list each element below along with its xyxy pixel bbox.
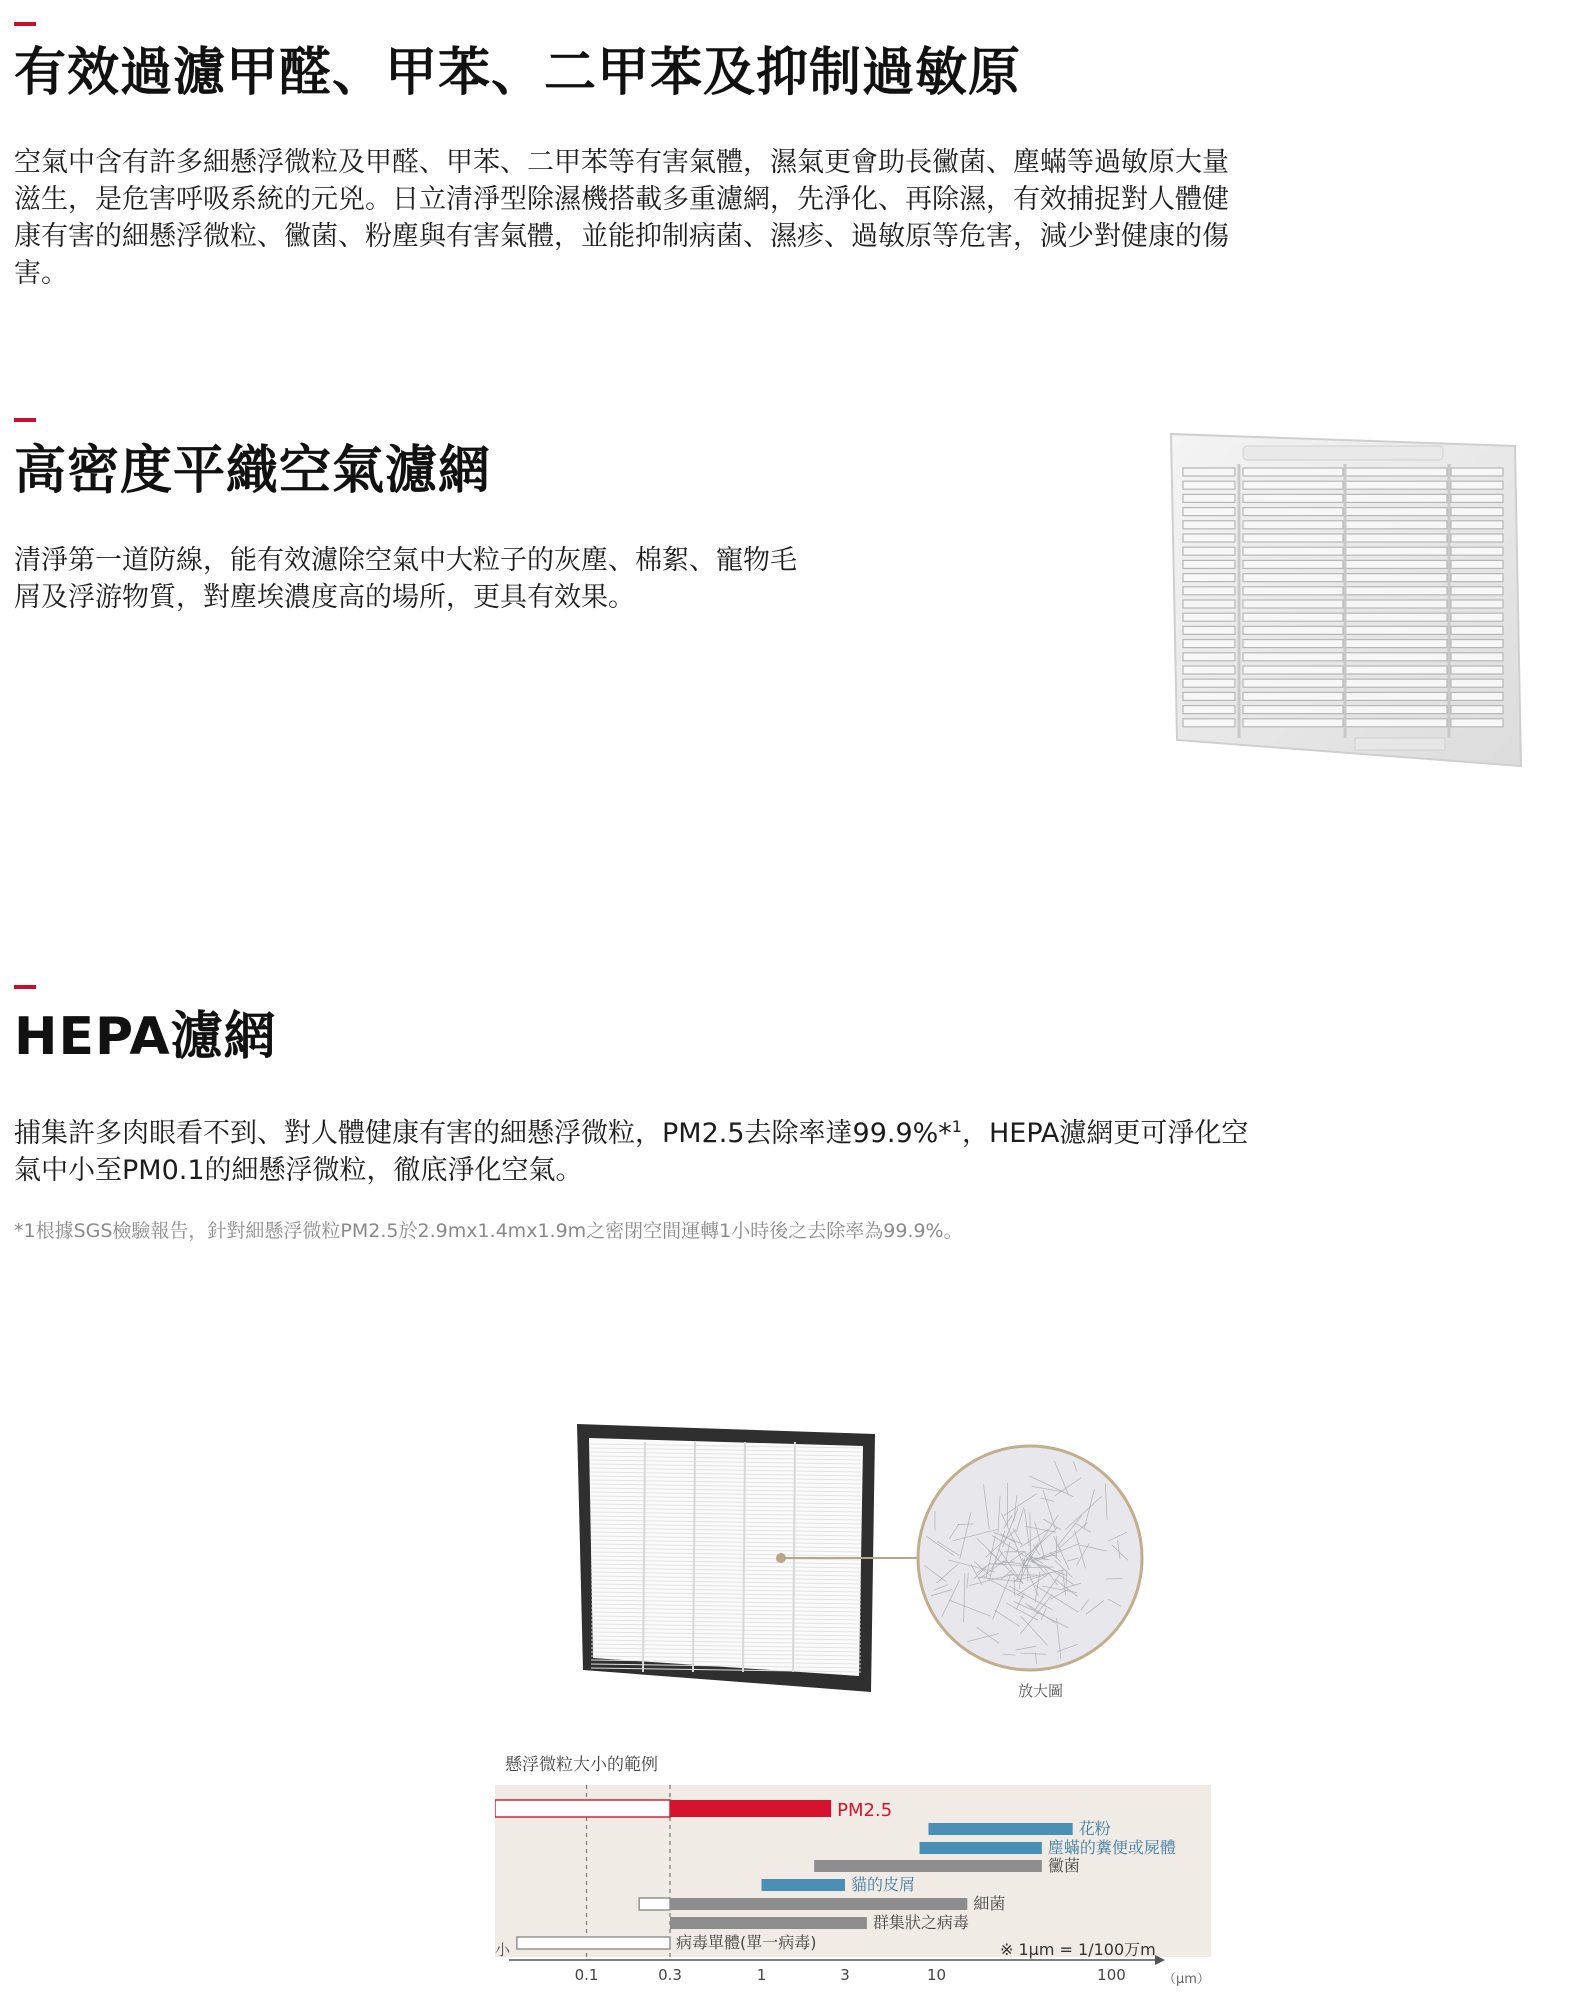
chart-bar-label: 塵蟎的糞便或屍體 bbox=[1047, 1838, 1176, 1857]
body-text: ，HEPA濾網更可淨化空 bbox=[961, 1118, 1249, 1149]
body-line: 清淨第一道防線，能有效濾除空氣中大粒子的灰塵、棉絮、寵物毛 bbox=[14, 545, 797, 576]
zoom-label: 放大圖 bbox=[1018, 1682, 1064, 1700]
x-axis-min-label: 小 bbox=[495, 1941, 511, 1959]
chart-bar bbox=[762, 1879, 845, 1891]
chart-svg bbox=[495, 1775, 1215, 1990]
footnote-marker: 1 bbox=[951, 1117, 962, 1136]
chart-bar-label: 病毒單體(單一病毒) bbox=[676, 1933, 817, 1952]
x-tick-label: 0.3 bbox=[658, 1966, 682, 1984]
chart-bar bbox=[928, 1823, 1072, 1835]
hepa-filter-image bbox=[565, 1410, 1175, 1700]
chart-bar bbox=[670, 1898, 967, 1910]
x-tick-label: 1 bbox=[756, 1966, 767, 1984]
body-line: 氣中小至PM0.1的細懸浮微粒，徹底淨化空氣。 bbox=[14, 1155, 583, 1186]
chart-bar-label: 細菌 bbox=[973, 1894, 1006, 1913]
body-line: 空氣中含有許多細懸浮微粒及甲醛、甲苯、二甲苯等有害氣體，濕氣更會助長黴菌、塵蟎等過敏原大量 bbox=[14, 147, 1229, 178]
section-title-hepa: HEPA濾網 bbox=[14, 1007, 277, 1067]
section-body-mesh-filter bbox=[14, 542, 797, 616]
chart-bar-outline bbox=[517, 1937, 670, 1949]
mesh-filter-image bbox=[1165, 428, 1525, 778]
chart-bar bbox=[814, 1860, 1042, 1872]
chart-bar-label: 貓的皮屑 bbox=[851, 1875, 916, 1894]
chart-bar bbox=[670, 1800, 831, 1817]
section-accent-bar bbox=[14, 22, 36, 26]
section-body-hepa bbox=[14, 1108, 1248, 1189]
section-accent-bar bbox=[14, 418, 36, 422]
x-tick-label: 0.1 bbox=[574, 1966, 599, 1984]
section-title-mesh-filter: 高密度平織空氣濾網 bbox=[14, 441, 492, 501]
chart-bar-label: 花粉 bbox=[1078, 1819, 1111, 1838]
section-title-filter-voc: 有效過濾甲醛、甲苯、二甲苯及抑制過敏原 bbox=[14, 43, 1022, 103]
body-line bbox=[14, 1108, 1248, 1152]
body-line: 滋生，是危害呼吸系統的元兇。日立清淨型除濕機搭載多重濾網，先淨化、再除濕，有效捕捉對人體健 bbox=[14, 184, 1229, 215]
chart-bar-label: PM2.5 bbox=[837, 1800, 893, 1821]
section-body-filter-voc bbox=[14, 144, 1254, 292]
particle-size-chart bbox=[495, 1775, 1215, 1990]
body-line: 害。 bbox=[14, 258, 68, 289]
body-line: 屑及浮游物質，對塵埃濃度高的場所，更具有效果。 bbox=[14, 582, 635, 613]
chart-bar bbox=[670, 1917, 867, 1929]
body-text: 捕集許多肉眼看不到、對人體健康有害的細懸浮微粒，PM2.5去除率達99.9%* bbox=[14, 1118, 952, 1149]
x-axis-unit: （μm） bbox=[1163, 1972, 1210, 1987]
x-tick-label: 10 bbox=[926, 1966, 947, 1984]
chart-note: ※ 1μm = 1/100万m bbox=[1000, 1940, 1156, 1959]
footnote: *1根據SGS檢驗報告，針對細懸浮微粒PM2.5於2.9mx1.4mx1.9m之密閉空間運轉1小時後之去除率為99.9%。 bbox=[14, 1220, 963, 1242]
chart-bar-outline bbox=[495, 1800, 670, 1817]
chart-bar-label: 黴菌 bbox=[1047, 1856, 1080, 1875]
x-tick-label: 3 bbox=[840, 1966, 850, 1984]
chart-bar-label: 群集狀之病毒 bbox=[872, 1913, 969, 1932]
chart-bar-outline bbox=[639, 1898, 670, 1910]
body-line: 康有害的細懸浮微粒、黴菌、粉塵與有害氣體，並能抑制病菌、濕疹、過敏原等危害，減少對健康的傷 bbox=[14, 221, 1229, 252]
chart-title: 懸浮微粒大小的範例 bbox=[505, 1755, 658, 1775]
chart-bar bbox=[920, 1842, 1042, 1854]
section-accent-bar bbox=[14, 985, 36, 989]
x-tick-label: 100 bbox=[1097, 1966, 1126, 1984]
